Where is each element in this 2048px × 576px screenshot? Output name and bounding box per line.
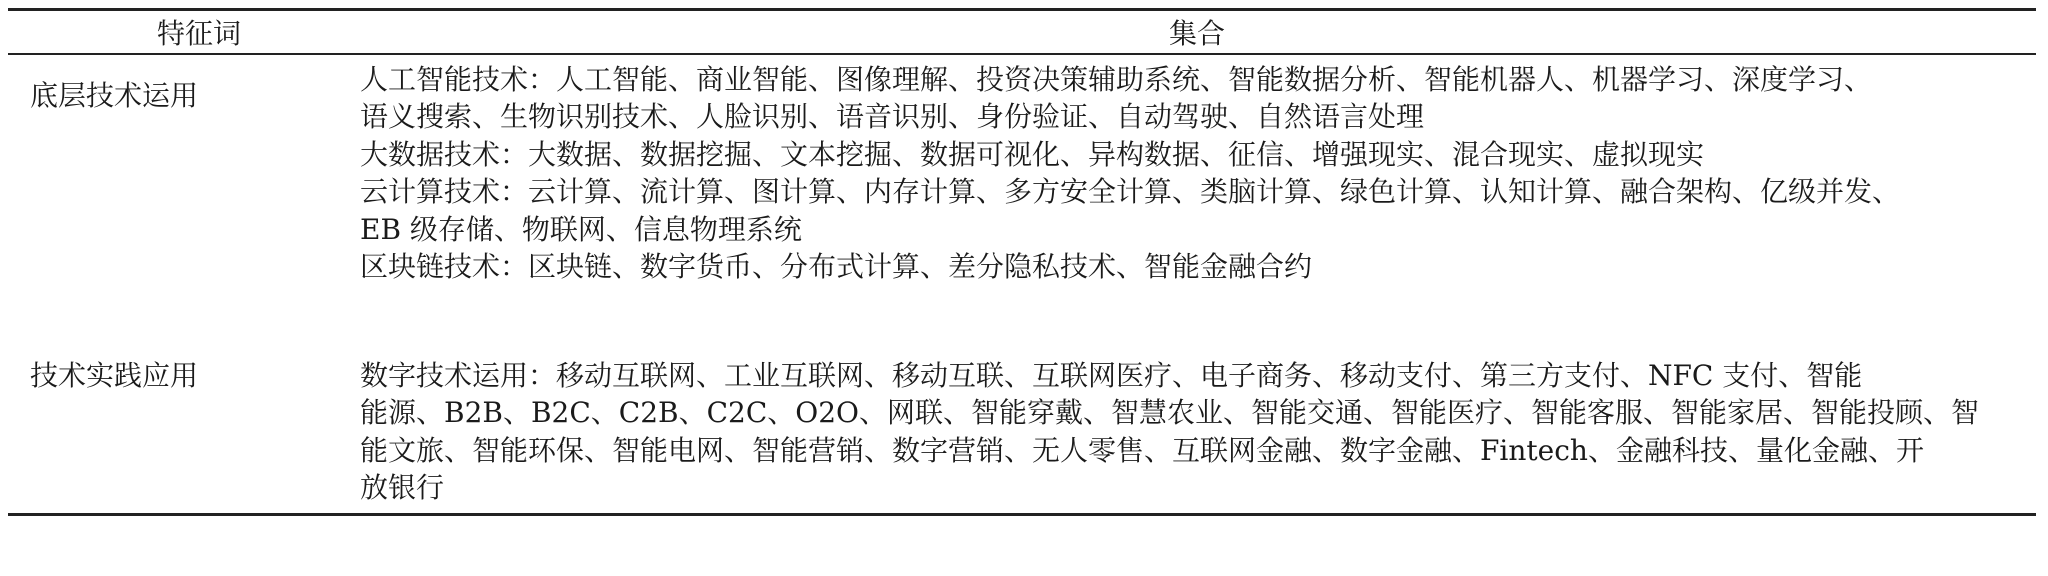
- header-feature-word: [8, 12, 358, 52]
- feature-cell: 技术实践应用: [30, 358, 199, 392]
- feature-word-table: [8, 8, 2036, 516]
- set-line: 放银行: [360, 471, 445, 504]
- table-header-row: [8, 11, 2036, 53]
- table-body: [8, 55, 2036, 513]
- set-line: 云计算技术：云计算、流计算、图计算、内存计算、多方安全计算、类脑计算、绿色计算、认知计算、融合架构、亿级并发、: [360, 175, 1901, 208]
- set-cell: [358, 61, 2036, 286]
- set-line: 数字技术运用：移动互联网、工业互联网、移动互联、互联网医疗、电子商务、移动支付、第三方支付、NFC 支付、智能: [360, 358, 1863, 392]
- set-line: 能文旅、智能环保、智能电网、智能营销、数字营销、无人零售、互联网金融、数字金融、Fintech、金融科技、量化金融、开: [360, 433, 1924, 467]
- set-line: 能源、B2B、B2C、C2B、C2C、O2O、网联、智能穿戴、智慧农业、智能交通、智能医疗、智能客服、智能家居、智能投顾、智: [360, 396, 1979, 429]
- set-line: 人工智能技术：人工智能、商业智能、图像理解、投资决策辅助系统、智能数据分析、智能机器人、机器学习、深度学习、: [360, 62, 1873, 96]
- set-line: 大数据技术：大数据、数据挖掘、文本挖掘、数据可视化、异构数据、征信、增强现实、混合现实、虚拟现实: [360, 137, 1705, 171]
- bottom-rule: [8, 513, 2036, 516]
- table-row: [8, 357, 2036, 507]
- header-set: 集合: [1168, 17, 1225, 50]
- table-row: [8, 61, 2036, 357]
- set-line: EB 级存储、物联网、信息物理系统: [360, 212, 802, 246]
- set-line: 语义搜索、生物识别技术、人脸识别、语音识别、身份验证、自动驾驶、自然语言处理: [360, 100, 1425, 133]
- set-line: 区块链技术：区块链、数字货币、分布式计算、差分隐私技术、智能金融合约: [360, 250, 1313, 283]
- feature-cell: 底层技术运用: [30, 78, 199, 112]
- set-cell: [358, 357, 2036, 507]
- header-feature-word-label: 特征词: [156, 17, 241, 50]
